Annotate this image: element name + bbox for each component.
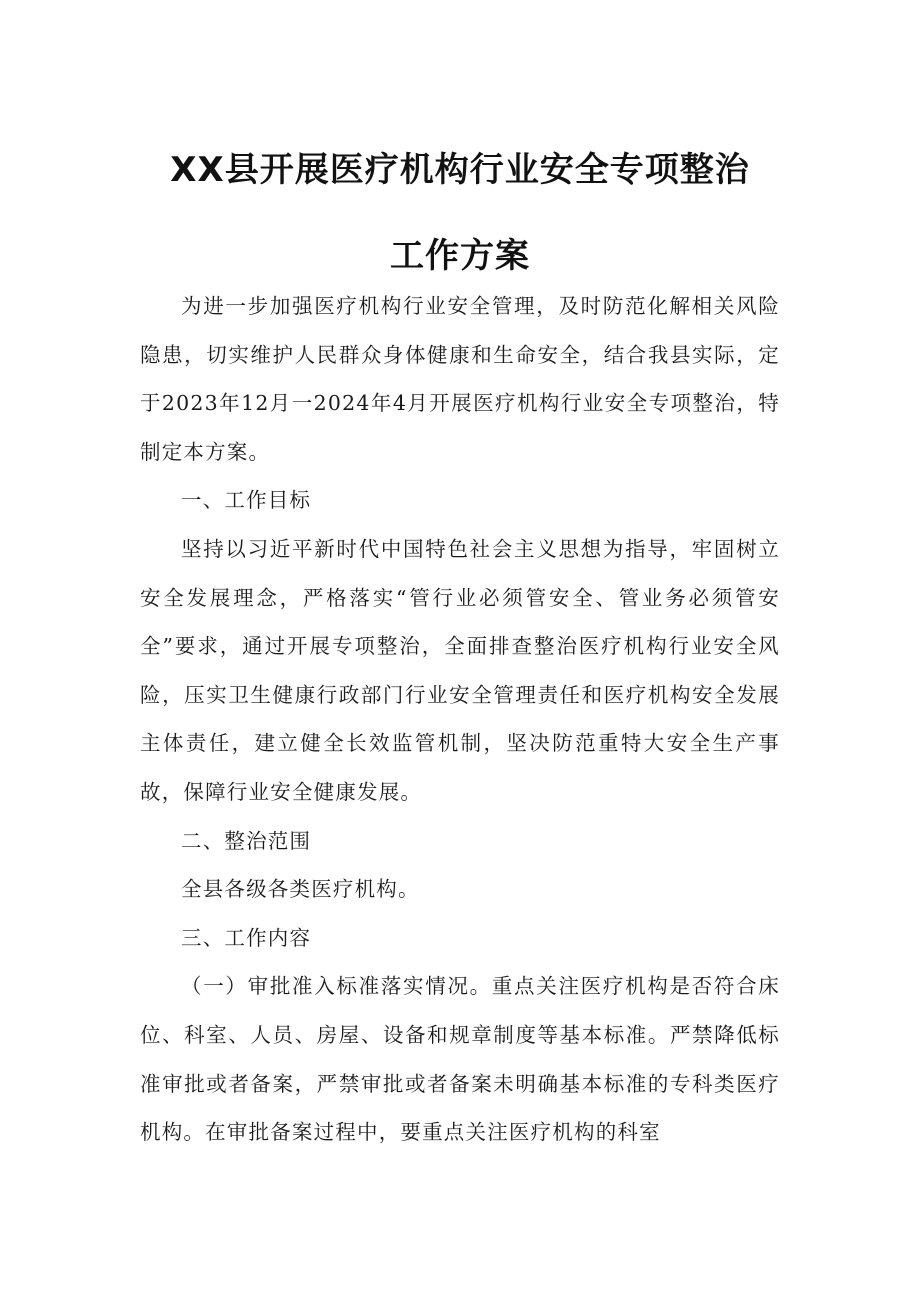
document-title-line-1: XX县开展医疗机构行业安全专项整治: [170, 150, 750, 190]
paragraph-intro: 为进一步加强医疗机构行业安全管理，及时防范化解相关风险隐患，切实维护人民群众身体健康和生命安全，结合我县实际，定于2023年12月一2024年4月开展医疗机构行业安全专项整治，特制定本方案。: [140, 294, 780, 464]
paragraph-scope: 全县各级各类医疗机构。: [181, 877, 420, 902]
document-title-line-2: 工作方案: [390, 236, 530, 276]
section-heading-goals: 一、工作目标: [181, 488, 312, 513]
section-heading-content: 三、工作内容: [181, 925, 312, 950]
section-heading-scope: 二、整治范围: [181, 828, 312, 853]
paragraph-content-1: （一）审批准入标准落实情况。重点关注医疗机构是否符合床位、科室、人员、房屋、设备和规章制度等基本标准。严禁降低标准审批或者备案，严禁审批或者备案未明确基本标准的专科类医疗机构。在审批备案过程中，要重点关注医疗机构的科室: [140, 974, 780, 1145]
document-body: [140, 282, 780, 1157]
paragraph-goals: 坚持以习近平新时代中国特色社会主义思想为指导，牢固树立安全发展理念，严格落实“管行业必须管安全、管业务必须管安全”要求，通过开展专项整治，全面排查整治医疗机构行业安全风险，压实卫生健康行政部门行业安全管理责任和医疗机构安全发展主体责任，建立健全长效监管机制，坚决防范重特大安全生产事故，保障行业安全健康发展。: [140, 536, 780, 804]
